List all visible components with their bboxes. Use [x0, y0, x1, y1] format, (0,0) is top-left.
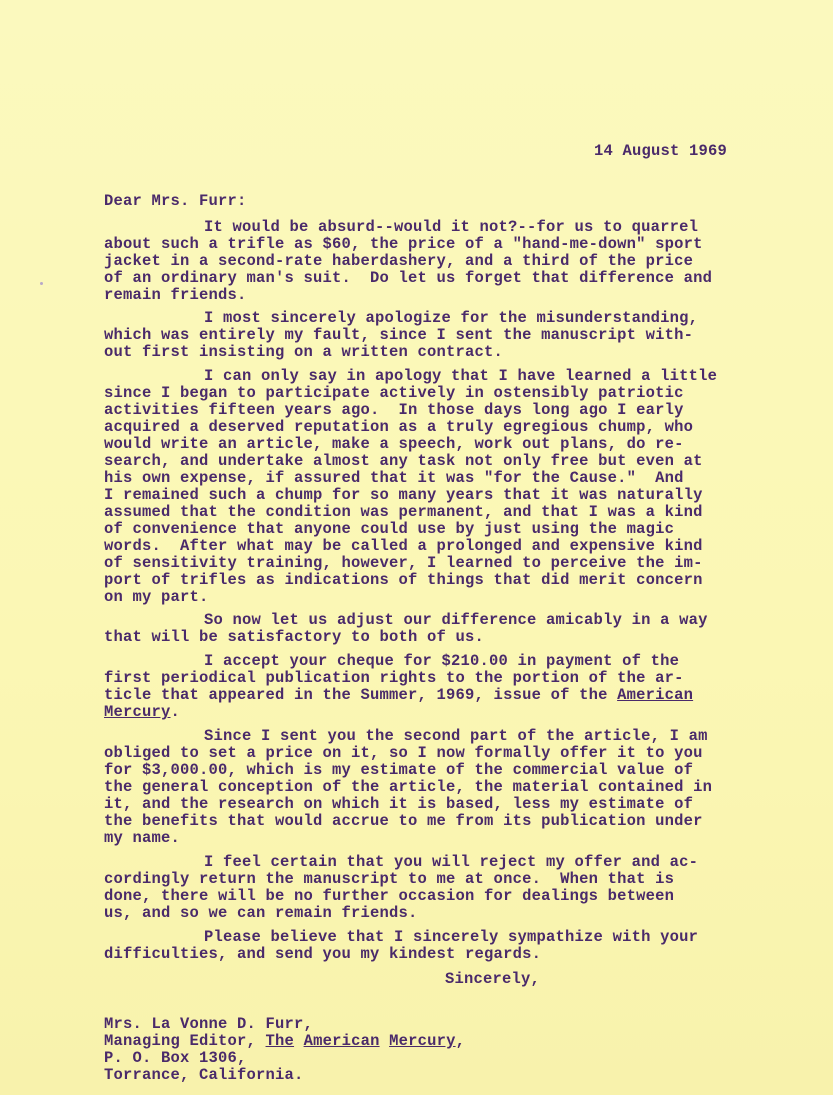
- paragraph-3-line-8: I remained such a chump for so many years that it was naturally: [104, 486, 703, 504]
- paragraph-6-line-7: my name.: [104, 829, 181, 847]
- paragraph-3-line-3: activities fifteen years ago. In those days long ago I early: [104, 401, 684, 419]
- paragraph-3-line-10: of convenience that anyone could use by just using the magic: [104, 520, 675, 538]
- paragraph-6-line-4: the general conception of the article, the material contained in: [104, 778, 713, 796]
- magazine-title-the: The: [265, 1032, 295, 1050]
- paragraph-1-line-5: remain friends.: [104, 286, 247, 304]
- paper-speck: [40, 282, 43, 285]
- paragraph-5-line-2: first periodical publication rights to the portion of the ar-: [104, 669, 684, 687]
- paragraph-5-line-1: I accept your cheque for $210.00 in payment of the: [204, 652, 680, 670]
- paragraph-5-line-3-text: ticle that appeared in the Summer, 1969, issue of the: [104, 686, 618, 704]
- paragraph-7-line-4: us, and so we can remain friends.: [104, 904, 418, 922]
- paragraph-6-line-1: Since I sent you the second part of the article, I am: [204, 727, 708, 745]
- magazine-title-mercury: Mercury: [389, 1032, 456, 1050]
- paragraph-6-line-5: it, and the research on which it is based, less my estimate of: [104, 795, 694, 813]
- paragraph-1-line-3: jacket in a second-rate haberdashery, and a third of the price: [104, 252, 694, 270]
- magazine-name-mercury: Mercury: [104, 703, 171, 721]
- recipient-title-suffix: ,: [455, 1032, 466, 1050]
- paragraph-3-line-4: acquired a deserved reputation as a truly egregious chump, who: [104, 418, 694, 436]
- paragraph-6-line-3: for $3,000.00, which is my estimate of the commercial value of: [104, 761, 694, 779]
- paragraph-5-period: .: [170, 703, 181, 721]
- recipient-title-prefix: Managing Editor,: [104, 1032, 266, 1050]
- recipient-name: Mrs. La Vonne D. Furr,: [104, 1015, 314, 1033]
- paragraph-3-line-6: search, and undertake almost any task not only free but even at: [104, 452, 703, 470]
- letter-date: 14 August 1969: [594, 142, 728, 160]
- paragraph-2-line-2: which was entirely my fault, since I sent the manuscript with-: [104, 326, 694, 344]
- paragraph-5-line-4: [104, 704, 180, 720]
- paragraph-3-line-5: would write an article, make a speech, work out plans, do re-: [104, 435, 684, 453]
- magazine-name-american: American: [617, 686, 694, 704]
- paragraph-3-line-1: I can only say in apology that I have learned a little: [204, 367, 718, 385]
- paragraph-3-line-12: of sensitivity training, however, I learned to perceive the im-: [104, 554, 703, 572]
- recipient-po-box: P. O. Box 1306,: [104, 1049, 247, 1067]
- paragraph-3-line-7: his own expense, if assured that it was "for the Cause." And: [104, 469, 684, 487]
- recipient-title: [104, 1033, 465, 1049]
- paragraph-3-line-9: assumed that the condition was permanent, and that I was a kind: [104, 503, 703, 521]
- paragraph-3-line-2: since I began to participate actively in ostensibly patriotic: [104, 384, 684, 402]
- paragraph-7-line-3: done, there will be no further occasion for dealings between: [104, 887, 675, 905]
- closing: Sincerely,: [445, 970, 541, 988]
- paragraph-7-line-1: I feel certain that you will reject my offer and ac-: [204, 853, 699, 871]
- paragraph-1-line-4: of an ordinary man's suit. Do let us forget that difference and: [104, 269, 713, 287]
- paragraph-6-line-6: the benefits that would accrue to me from its publication under: [104, 812, 703, 830]
- paragraph-8-line-1: Please believe that I sincerely sympathize with your: [204, 928, 699, 946]
- paragraph-7-line-2: cordingly return the manuscript to me at once. When that is: [104, 870, 675, 888]
- paragraph-4-line-2: that will be satisfactory to both of us.: [104, 628, 485, 646]
- paragraph-3-line-13: port of trifles as indications of things that did merit concern: [104, 571, 703, 589]
- magazine-title-american: American: [303, 1032, 380, 1050]
- paragraph-2-line-3: out first insisting on a written contract.: [104, 343, 504, 361]
- paragraph-6-line-2: obliged to set a price on it, so I now formally offer it to you: [104, 744, 703, 762]
- salutation: Dear Mrs. Furr:: [104, 192, 247, 210]
- paragraph-8-line-2: difficulties, and send you my kindest regards.: [104, 945, 542, 963]
- paragraph-2-line-1: I most sincerely apologize for the misunderstanding,: [204, 309, 699, 327]
- recipient-city: Torrance, California.: [104, 1066, 304, 1084]
- paragraph-1-line-2: about such a trifle as $60, the price of a "hand-me-down" sport: [104, 235, 703, 253]
- paragraph-1-line-1: It would be absurd--would it not?--for us to quarrel: [204, 218, 699, 236]
- paragraph-3-line-11: words. After what may be called a prolonged and expensive kind: [104, 537, 703, 555]
- paragraph-4-line-1: So now let us adjust our difference amicably in a way: [204, 611, 708, 629]
- paragraph-5-line-3: [104, 687, 693, 703]
- paragraph-3-line-14: on my part.: [104, 588, 209, 606]
